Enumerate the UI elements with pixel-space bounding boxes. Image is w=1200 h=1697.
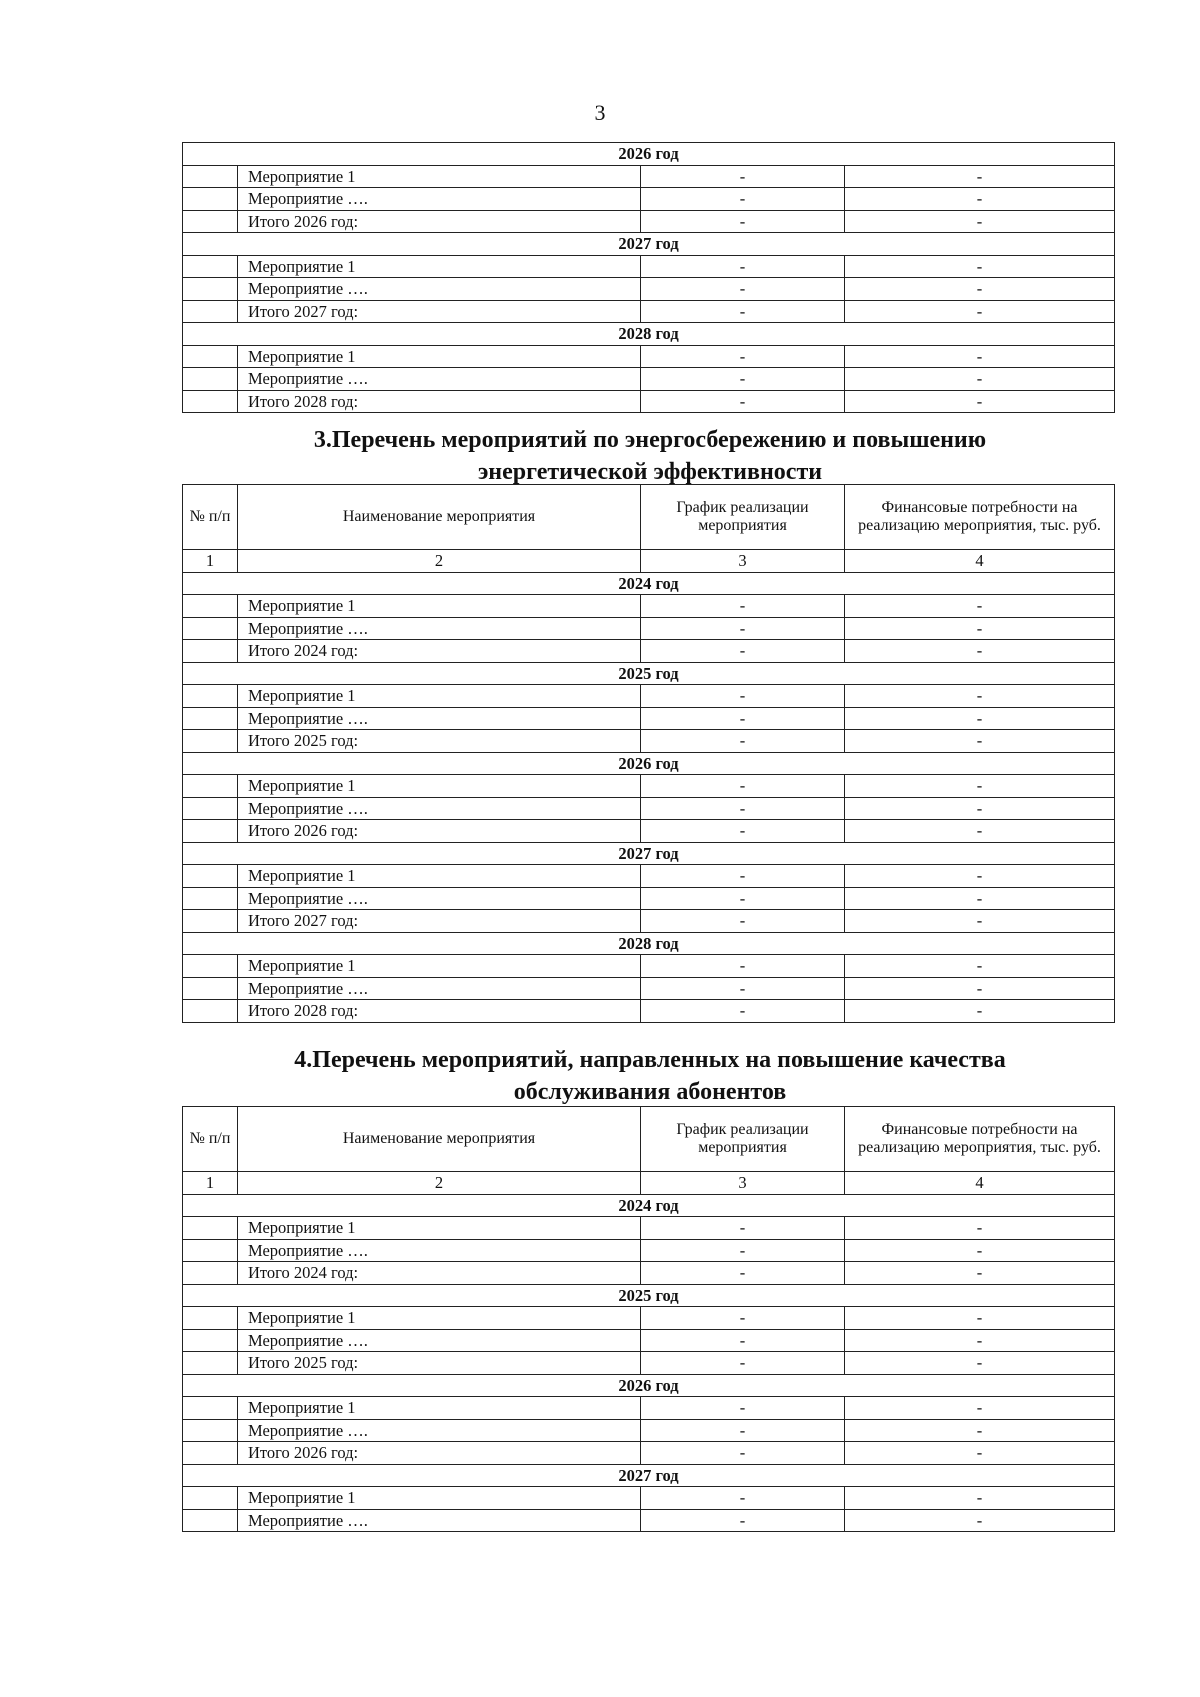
- column-number: 3: [641, 550, 845, 573]
- measure-name-cell: Мероприятие 1: [238, 165, 641, 188]
- measure-name-cell: Мероприятие 1: [238, 865, 641, 888]
- section-3-title-line1: 3.Перечень мероприятий по энергосбережению и повышению: [313, 427, 987, 453]
- row-number-cell: [183, 707, 238, 730]
- header-name: Наименование мероприятия: [238, 485, 641, 550]
- year-label: 2027 год: [183, 233, 1115, 256]
- schedule-cell: -: [641, 1217, 845, 1240]
- year-row: [183, 323, 1115, 346]
- header-num: № п/п: [183, 485, 238, 550]
- finance-cell: -: [845, 775, 1115, 798]
- table-row: [183, 1397, 1115, 1420]
- row-number-cell: [183, 977, 238, 1000]
- row-number-cell: [183, 1509, 238, 1532]
- schedule-cell: -: [641, 775, 845, 798]
- row-number-cell: [183, 797, 238, 820]
- table-row: [183, 775, 1115, 798]
- row-number-cell: [183, 595, 238, 618]
- measure-name-cell: Мероприятие ….: [238, 1329, 641, 1352]
- schedule-cell: -: [641, 910, 845, 933]
- header-name: Наименование мероприятия: [238, 1107, 641, 1172]
- column-numbers-row: [183, 550, 1115, 573]
- column-number: 3: [641, 1172, 845, 1195]
- finance-cell: -: [845, 887, 1115, 910]
- finance-cell: -: [845, 977, 1115, 1000]
- measure-name-cell: Мероприятие 1: [238, 255, 641, 278]
- schedule-cell: -: [641, 797, 845, 820]
- finance-cell: -: [845, 278, 1115, 301]
- schedule-cell: -: [641, 955, 845, 978]
- table-row: [183, 390, 1115, 413]
- finance-cell: -: [845, 910, 1115, 933]
- row-number-cell: [183, 820, 238, 843]
- schedule-cell: -: [641, 640, 845, 663]
- year-row: [183, 752, 1115, 775]
- table-row: [183, 300, 1115, 323]
- row-number-cell: [183, 887, 238, 910]
- finance-cell: -: [845, 1352, 1115, 1375]
- row-number-cell: [183, 640, 238, 663]
- table-row: [183, 865, 1115, 888]
- finance-cell: -: [845, 1509, 1115, 1532]
- measure-name-cell: Мероприятие 1: [238, 775, 641, 798]
- year-label: 2025 год: [183, 1284, 1115, 1307]
- schedule-cell: -: [641, 1239, 845, 1262]
- table-row: [183, 1000, 1115, 1023]
- year-label: 2027 год: [183, 842, 1115, 865]
- row-number-cell: [183, 1307, 238, 1330]
- finance-cell: -: [845, 1239, 1115, 1262]
- row-number-cell: [183, 1419, 238, 1442]
- table-row: [183, 255, 1115, 278]
- schedule-cell: -: [641, 278, 845, 301]
- schedule-cell: -: [641, 977, 845, 1000]
- measure-name-cell: Мероприятие ….: [238, 1419, 641, 1442]
- row-number-cell: [183, 1000, 238, 1023]
- header-finance: Финансовые потребности на реализацию мероприятия, тыс. руб.: [845, 1107, 1115, 1172]
- section-3-title: [190, 424, 1110, 488]
- year-row: [183, 143, 1115, 166]
- schedule-cell: -: [641, 165, 845, 188]
- finance-cell: -: [845, 1487, 1115, 1510]
- finance-cell: -: [845, 1000, 1115, 1023]
- row-number-cell: [183, 775, 238, 798]
- table-row: [183, 730, 1115, 753]
- table-row: [183, 1442, 1115, 1465]
- row-number-cell: [183, 345, 238, 368]
- row-number-cell: [183, 278, 238, 301]
- measure-name-cell: Мероприятие 1: [238, 595, 641, 618]
- column-number: 2: [238, 1172, 641, 1195]
- row-number-cell: [183, 165, 238, 188]
- column-number: 2: [238, 550, 641, 573]
- section-4-table: [182, 1106, 1115, 1532]
- table-row: [183, 640, 1115, 663]
- table-row: [183, 1262, 1115, 1285]
- measure-name-cell: Итого 2028 год:: [238, 390, 641, 413]
- schedule-cell: -: [641, 685, 845, 708]
- header-finance: Финансовые потребности на реализацию мероприятия, тыс. руб.: [845, 485, 1115, 550]
- finance-cell: -: [845, 390, 1115, 413]
- row-number-cell: [183, 730, 238, 753]
- row-number-cell: [183, 1239, 238, 1262]
- measure-name-cell: Итого 2026 год:: [238, 820, 641, 843]
- row-number-cell: [183, 390, 238, 413]
- row-number-cell: [183, 255, 238, 278]
- table-body: [183, 143, 1115, 413]
- finance-cell: -: [845, 595, 1115, 618]
- measure-name-cell: Мероприятие 1: [238, 1307, 641, 1330]
- schedule-cell: -: [641, 1329, 845, 1352]
- year-row: [183, 572, 1115, 595]
- schedule-cell: -: [641, 1307, 845, 1330]
- measure-name-cell: Мероприятие ….: [238, 617, 641, 640]
- year-row: [183, 662, 1115, 685]
- finance-cell: -: [845, 955, 1115, 978]
- schedule-cell: -: [641, 1000, 845, 1023]
- finance-cell: -: [845, 865, 1115, 888]
- column-number: 1: [183, 550, 238, 573]
- finance-cell: -: [845, 345, 1115, 368]
- finance-cell: -: [845, 730, 1115, 753]
- measure-name-cell: Мероприятие 1: [238, 1217, 641, 1240]
- measure-name-cell: Мероприятие ….: [238, 1509, 641, 1532]
- schedule-cell: -: [641, 368, 845, 391]
- measure-name-cell: Итого 2027 год:: [238, 300, 641, 323]
- table-row: [183, 707, 1115, 730]
- table-row: [183, 955, 1115, 978]
- table-row: [183, 1307, 1115, 1330]
- row-number-cell: [183, 1442, 238, 1465]
- measure-name-cell: Мероприятие 1: [238, 1397, 641, 1420]
- table-row: [183, 595, 1115, 618]
- finance-cell: -: [845, 1397, 1115, 1420]
- finance-cell: -: [845, 1217, 1115, 1240]
- table-row: [183, 910, 1115, 933]
- measure-name-cell: Итого 2024 год:: [238, 1262, 641, 1285]
- year-label: 2028 год: [183, 323, 1115, 346]
- table-row: [183, 345, 1115, 368]
- row-number-cell: [183, 617, 238, 640]
- schedule-cell: -: [641, 730, 845, 753]
- measure-name-cell: Мероприятие ….: [238, 188, 641, 211]
- column-number: 4: [845, 550, 1115, 573]
- measure-name-cell: Итого 2024 год:: [238, 640, 641, 663]
- table-row: [183, 685, 1115, 708]
- row-number-cell: [183, 685, 238, 708]
- table-row: [183, 210, 1115, 233]
- measure-name-cell: Итого 2025 год:: [238, 1352, 641, 1375]
- row-number-cell: [183, 1352, 238, 1375]
- column-number: 4: [845, 1172, 1115, 1195]
- row-number-cell: [183, 300, 238, 323]
- table-row: [183, 887, 1115, 910]
- finance-cell: -: [845, 255, 1115, 278]
- year-label: 2028 год: [183, 932, 1115, 955]
- row-number-cell: [183, 368, 238, 391]
- table-row: [183, 1329, 1115, 1352]
- row-number-cell: [183, 1262, 238, 1285]
- section-3-title-line2: энергетической эффективности: [477, 459, 823, 485]
- finance-cell: -: [845, 368, 1115, 391]
- schedule-cell: -: [641, 1262, 845, 1285]
- table-row: [183, 797, 1115, 820]
- schedule-cell: -: [641, 617, 845, 640]
- measure-name-cell: Итого 2025 год:: [238, 730, 641, 753]
- schedule-cell: -: [641, 210, 845, 233]
- row-number-cell: [183, 865, 238, 888]
- finance-cell: -: [845, 1442, 1115, 1465]
- table-row: [183, 368, 1115, 391]
- row-number-cell: [183, 955, 238, 978]
- table-row: [183, 165, 1115, 188]
- header-row: [183, 1107, 1115, 1172]
- schedule-cell: -: [641, 707, 845, 730]
- header-num: № п/п: [183, 1107, 238, 1172]
- year-row: [183, 1194, 1115, 1217]
- year-label: 2026 год: [183, 1374, 1115, 1397]
- schedule-cell: -: [641, 1487, 845, 1510]
- schedule-cell: -: [641, 345, 845, 368]
- continued-table: [182, 142, 1115, 413]
- table-row: [183, 278, 1115, 301]
- column-number: 1: [183, 1172, 238, 1195]
- measure-name-cell: Итого 2028 год:: [238, 1000, 641, 1023]
- measure-name-cell: Итого 2026 год:: [238, 1442, 641, 1465]
- header-schedule: График реализации мероприятия: [641, 485, 845, 550]
- schedule-cell: -: [641, 300, 845, 323]
- table-row: [183, 1239, 1115, 1262]
- section-4-title-line2: обслуживания абонентов: [513, 1079, 787, 1105]
- row-number-cell: [183, 1397, 238, 1420]
- finance-cell: -: [845, 165, 1115, 188]
- finance-cell: -: [845, 1262, 1115, 1285]
- finance-cell: -: [845, 210, 1115, 233]
- measure-name-cell: Мероприятие ….: [238, 707, 641, 730]
- finance-cell: -: [845, 188, 1115, 211]
- year-row: [183, 1284, 1115, 1307]
- table-row: [183, 1352, 1115, 1375]
- schedule-cell: -: [641, 1509, 845, 1532]
- schedule-cell: -: [641, 887, 845, 910]
- section-4-title-line1: 4.Перечень мероприятий, направленных на повышение качества: [294, 1047, 1006, 1073]
- year-label: 2027 год: [183, 1464, 1115, 1487]
- measure-name-cell: Мероприятие ….: [238, 1239, 641, 1262]
- finance-cell: -: [845, 300, 1115, 323]
- table-row: [183, 1217, 1115, 1240]
- measure-name-cell: Итого 2026 год:: [238, 210, 641, 233]
- schedule-cell: -: [641, 865, 845, 888]
- schedule-cell: -: [641, 595, 845, 618]
- schedule-cell: -: [641, 820, 845, 843]
- year-label: 2025 год: [183, 662, 1115, 685]
- year-label: 2024 год: [183, 1194, 1115, 1217]
- schedule-cell: -: [641, 1352, 845, 1375]
- header-schedule: График реализации мероприятия: [641, 1107, 845, 1172]
- schedule-cell: -: [641, 1397, 845, 1420]
- row-number-cell: [183, 1329, 238, 1352]
- year-row: [183, 842, 1115, 865]
- year-label: 2026 год: [183, 752, 1115, 775]
- year-row: [183, 1374, 1115, 1397]
- table-body: [183, 485, 1115, 1023]
- row-number-cell: [183, 1487, 238, 1510]
- year-row: [183, 233, 1115, 256]
- row-number-cell: [183, 1217, 238, 1240]
- table-row: [183, 1487, 1115, 1510]
- measure-name-cell: Мероприятие 1: [238, 1487, 641, 1510]
- finance-cell: -: [845, 1307, 1115, 1330]
- schedule-cell: -: [641, 1419, 845, 1442]
- measure-name-cell: Мероприятие 1: [238, 685, 641, 708]
- schedule-cell: -: [641, 188, 845, 211]
- schedule-cell: -: [641, 255, 845, 278]
- finance-cell: -: [845, 820, 1115, 843]
- schedule-cell: -: [641, 390, 845, 413]
- section-4-title: [190, 1044, 1110, 1108]
- measure-name-cell: Мероприятие ….: [238, 278, 641, 301]
- page-number: 3: [594, 100, 606, 125]
- measure-name-cell: Мероприятие 1: [238, 955, 641, 978]
- finance-cell: -: [845, 1329, 1115, 1352]
- finance-cell: -: [845, 797, 1115, 820]
- schedule-cell: -: [641, 1442, 845, 1465]
- row-number-cell: [183, 188, 238, 211]
- finance-cell: -: [845, 640, 1115, 663]
- row-number-cell: [183, 910, 238, 933]
- measure-name-cell: Итого 2027 год:: [238, 910, 641, 933]
- table-row: [183, 617, 1115, 640]
- table-body: [183, 1107, 1115, 1532]
- measure-name-cell: Мероприятие ….: [238, 368, 641, 391]
- table-row: [183, 1509, 1115, 1532]
- measure-name-cell: Мероприятие ….: [238, 977, 641, 1000]
- column-numbers-row: [183, 1172, 1115, 1195]
- table-row: [183, 820, 1115, 843]
- year-label: 2026 год: [183, 143, 1115, 166]
- finance-cell: -: [845, 617, 1115, 640]
- finance-cell: -: [845, 1419, 1115, 1442]
- table-row: [183, 1419, 1115, 1442]
- year-label: 2024 год: [183, 572, 1115, 595]
- measure-name-cell: Мероприятие 1: [238, 345, 641, 368]
- year-row: [183, 932, 1115, 955]
- measure-name-cell: Мероприятие ….: [238, 887, 641, 910]
- table-row: [183, 977, 1115, 1000]
- finance-cell: -: [845, 685, 1115, 708]
- section-3-table: [182, 484, 1115, 1023]
- year-row: [183, 1464, 1115, 1487]
- table-row: [183, 188, 1115, 211]
- row-number-cell: [183, 210, 238, 233]
- measure-name-cell: Мероприятие ….: [238, 797, 641, 820]
- finance-cell: -: [845, 707, 1115, 730]
- header-row: [183, 485, 1115, 550]
